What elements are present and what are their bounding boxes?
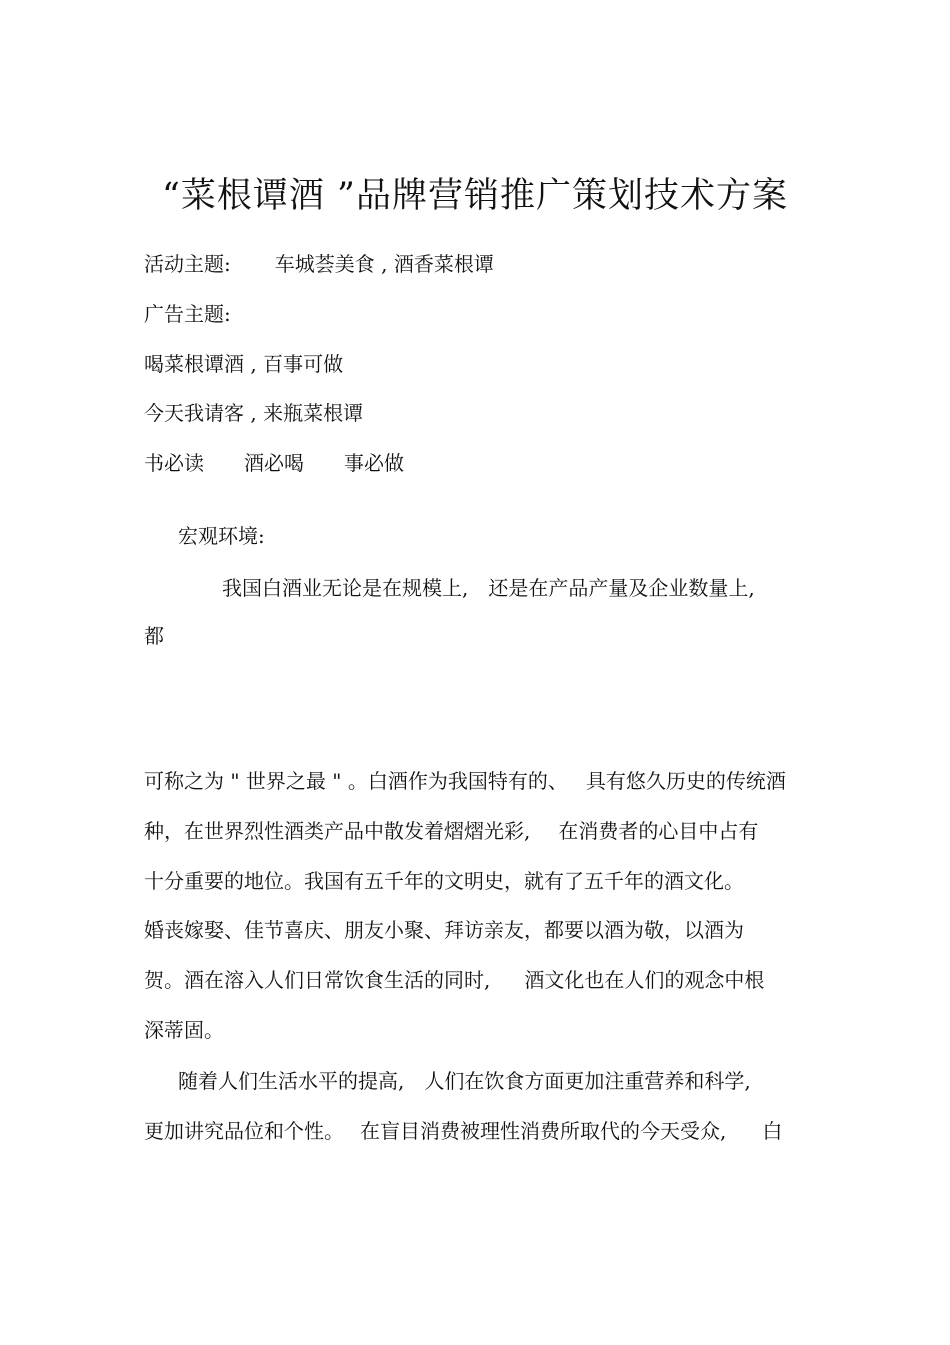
- slogan-2: 今天我请客 , 来瓶菜根谭: [144, 401, 364, 425]
- para3-line: [178, 1067, 751, 1095]
- para2-line: [144, 767, 786, 795]
- para3-segment: 在盲目消费被理性消费所取代的今天受众,: [360, 1119, 727, 1143]
- activity-theme-label: 活动主题:: [144, 252, 231, 276]
- para1-segment: 还是在产品产量及企业数量上,: [488, 576, 755, 600]
- para3-segment: 随着人们生活水平的提高,: [178, 1069, 405, 1093]
- macro-environment-heading: 宏观环境:: [178, 524, 265, 548]
- para1-line2: 都: [144, 624, 164, 648]
- para1-segment: 我国白酒业无论是在规模上,: [222, 576, 469, 600]
- para2-segment: 具有悠久历史的传统酒: [585, 769, 786, 793]
- para2-segment: 在消费者的心目中占有: [558, 819, 759, 843]
- para1-line1: [222, 574, 755, 602]
- ad-theme-label: 广告主题:: [144, 302, 231, 326]
- para2-segment: 酒文化也在人们的观念中根: [524, 968, 765, 992]
- para3-line: [144, 1117, 782, 1145]
- slogan-1: 喝菜根谭酒 , 百事可做: [144, 352, 344, 376]
- document-title: “菜根谭酒 ”品牌营销推广策划技术方案: [162, 176, 788, 216]
- para2-line: [144, 817, 758, 845]
- slogan-triple-item: 书必读: [144, 451, 204, 475]
- para3-segment: 人们在饮食方面更加注重营养和科学,: [424, 1069, 751, 1093]
- slogan-triple-item: 事必做: [344, 451, 404, 475]
- para2-segment: 种，在世界烈性酒类产品中散发着熠熠光彩,: [144, 819, 531, 843]
- para2-line: 婚丧嫁娶、佳节喜庆、朋友小聚、拜访亲友，都要以酒为敬，以酒为: [144, 918, 744, 942]
- slogan-triple-line: [144, 449, 404, 477]
- para2-segment: 可称之为 " 世界之最 " 。白酒作为我国特有的、: [144, 769, 568, 793]
- para2-line: [144, 966, 764, 994]
- para3-segment: 更加讲究品位和个性。: [144, 1119, 344, 1143]
- para2-segment: 贺。酒在溶入人们日常饮食生活的同时,: [144, 968, 491, 992]
- para2-line: 深蒂固。: [144, 1018, 224, 1042]
- activity-theme-line: [144, 250, 494, 278]
- para2-line: 十分重要的地位。我国有五千年的文明史，就有了五千年的酒文化。: [144, 869, 744, 893]
- slogan-triple-item: 酒必喝: [244, 451, 304, 475]
- activity-theme-value: 车城荟美食 , 酒香菜根谭: [274, 252, 494, 276]
- para3-segment: 白: [762, 1119, 783, 1143]
